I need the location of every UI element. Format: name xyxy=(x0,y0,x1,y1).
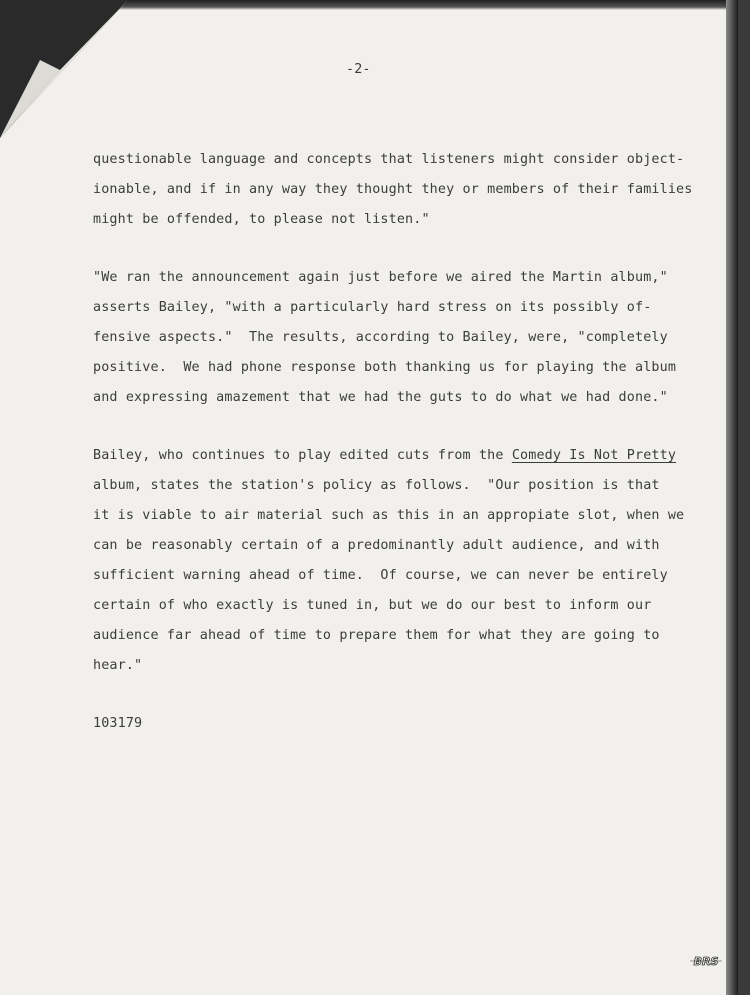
paragraph-1-line-1: questionable language and concepts that listeners might consider object- xyxy=(93,152,685,167)
paragraph-2-line-1: "We ran the announcement again just before we aired the Martin album," xyxy=(93,270,668,285)
paragraph-3-line-8: hear." xyxy=(93,658,143,673)
paragraph-3-line-2: album, states the station's policy as follows. "Our position is that xyxy=(93,478,660,493)
paragraph-3-line-1-text: Bailey, who continues to play edited cuts from the xyxy=(93,448,512,463)
paragraph-2-line-3: fensive aspects." The results, according to Bailey, were, "completely xyxy=(93,330,668,345)
paragraph-3-line-6: certain of who exactly is tuned in, but we do our best to inform our xyxy=(93,598,652,613)
paragraph-3-line-4: can be reasonably certain of a predominantly adult audience, and with xyxy=(93,538,660,553)
paragraph-3-line-3: it is viable to air material such as this in an appropiate slot, when we xyxy=(93,508,685,523)
paragraph-3-line-7: audience far ahead of time to prepare them for what they are going to xyxy=(93,628,660,643)
paragraph-2-line-5: and expressing amazement that we had the guts to do what we had done." xyxy=(93,390,668,405)
paragraph-2-line-2: asserts Bailey, "with a particularly hard stress on its possibly of- xyxy=(93,300,652,315)
scan-right-edge xyxy=(726,0,738,995)
paragraph-3-line-5: sufficient warning ahead of time. Of course, we can never be entirely xyxy=(93,568,668,583)
paragraph-1-line-2: ionable, and if in any way they thought they or members of their families xyxy=(93,182,693,197)
paragraph-1-line-3: might be offended, to please not listen." xyxy=(93,212,430,227)
paragraph-3-line-1 xyxy=(93,448,677,463)
paragraph-2-line-4: positive. We had phone response both thanking us for playing the album xyxy=(93,360,677,375)
archive-stamp-text: BRS xyxy=(693,955,719,968)
document-code: 103179 xyxy=(93,716,143,731)
archive-stamp-logo xyxy=(688,954,724,968)
page-number: -2- xyxy=(346,62,371,77)
folded-corner-graphic xyxy=(0,0,130,140)
album-title: Comedy Is Not Pretty xyxy=(511,448,677,463)
